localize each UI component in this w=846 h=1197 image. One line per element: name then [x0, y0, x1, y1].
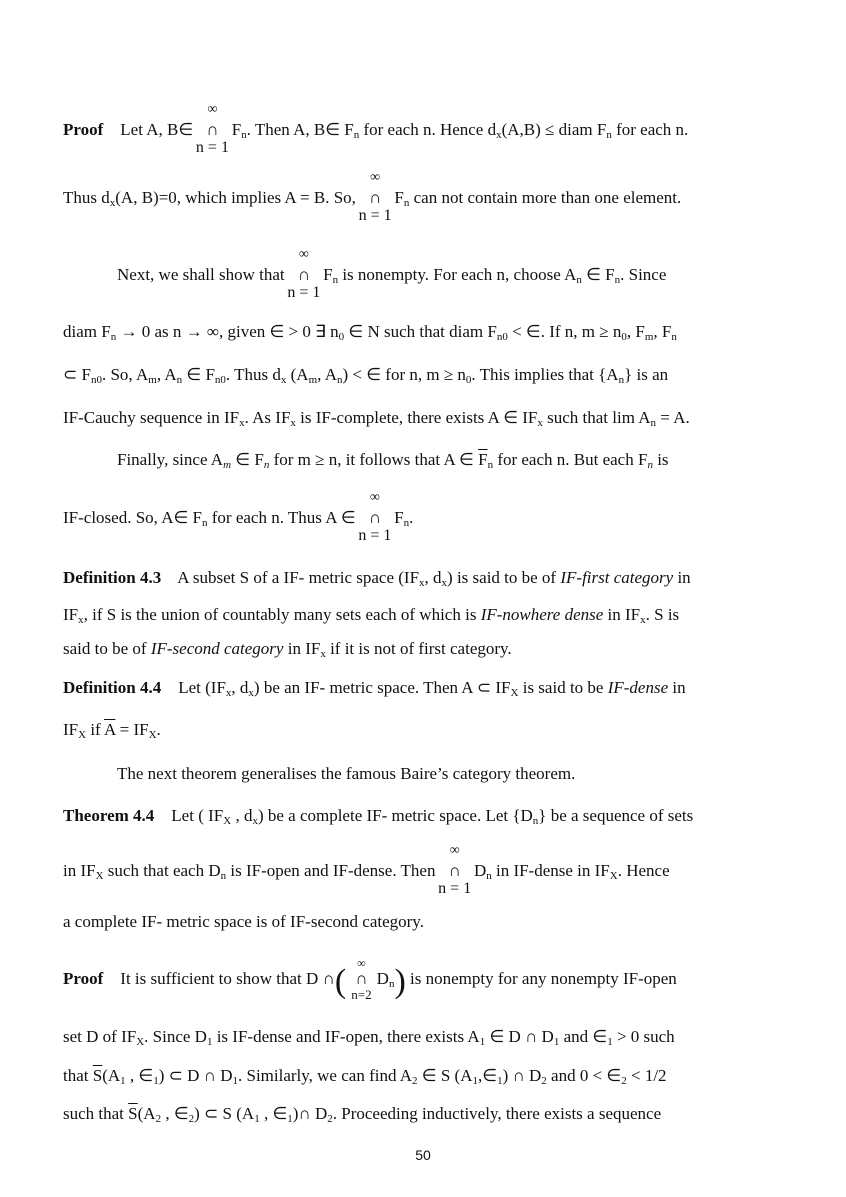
proof-label: Proof — [63, 969, 104, 988]
proof1-line8: IF-closed. So, A∈ $F_n$ for each n. Thus A ∈ ∞ ∩ n = 1 $F_n$. — [63, 490, 414, 544]
proof1-line5: ⊂ $F_{n0}$. So, $A_m$, $A_n$ ∈ $F_{n0}$. Thus $d_x$ ($A_m$, $A_n$) < ∈ for n, $m \ge n_0$. This implies that $\{A_n\}$ is an — [63, 365, 669, 386]
intersection-operator: ∞ ∩ n = 1 — [358, 490, 392, 544]
intersection-operator: ∞ ∩ n = 1 — [287, 247, 321, 301]
def43-line1: Definition 4.3 A subset S of a IF- metric space ($IF_x$, $d_x$) is said to be of IF-first category in — [63, 568, 691, 589]
proof1-line3: Next, we shall show that ∞ ∩ n = 1 $F_n$ is nonempty. For each n, choose $A_n$ ∈ $F_n$. Since — [117, 247, 667, 301]
page-number: 50 — [415, 1147, 431, 1163]
proof1-line7: Finally, since $A_m$ ∈ $F_n$ for m ≥ n, it follows that A ∈ $\overline{F}_n$ for each n. But each $F_n$ is — [117, 450, 669, 471]
proof2-line1: Proof It is sufficient to show that D ∩( ∞ ∩ n=2 $D_n$) is nonempty for any nonempty IF-open — [63, 956, 677, 1002]
def44-line2: $IF_X$ if $\overline{A} = IF_X$. — [63, 720, 161, 741]
def43-line2: $IF_x$, if S is the union of countably many sets each of which is IF-nowhere dense in $IF_x$. S is — [63, 605, 680, 626]
intersection-operator: ∞ ∩ n = 1 — [438, 843, 472, 897]
proof2-line4: such that $\overline{S}(A_2$ , $\in_2$) ⊂ S ($A_1$ , $\in_1)\cap$ $D_2$. Proceeding inductively, there exists a sequence — [63, 1104, 662, 1125]
thm44-line2: in $IF_X$ such that each $D_n$ is IF-open and IF-dense. Then ∞ ∩ n = 1 $D_n$ in IF-dense in $IF_X$. Hence — [63, 843, 670, 897]
definition-label: Definition 4.4 — [63, 678, 162, 697]
intersection-operator: ∞ ∩ n = 1 — [358, 170, 392, 224]
intersection-operator: ∞ ∩ n=2 — [351, 956, 372, 1002]
proof1-line6: IF-Cauchy sequence in $IF_x$. As $IF_x$ is IF-complete, there exists A ∈ $IF_x$ such that $\lim A_n = A$. — [63, 408, 690, 429]
definition-label: Definition 4.3 — [63, 568, 162, 587]
thm44-line1: Theorem 4.4 Let ( $IF_X$ , $d_x$) be a complete IF- metric space. Let $\{D_n\}$ be a sequence of sets — [63, 806, 694, 827]
thm44-line3: a complete IF- metric space is of IF-second category. — [63, 912, 424, 931]
proof1-line1: Proof Let A, B∈ ∞ ∩ n = 1 $F_n$. Then A, B∈ $F_n$ for each n. Hence $d_x(A,B)$ ≤ diam $F_n$ for each n. — [63, 102, 689, 156]
theorem-intro: The next theorem generalises the famous Baire’s category theorem. — [117, 764, 576, 783]
theorem-label: Theorem 4.4 — [63, 806, 155, 825]
proof1-line2: Thus $d_x(A$, B)=0, which implies A = B. So, ∞ ∩ n = 1 $F_n$ can not contain more than one element. — [63, 170, 682, 224]
intersection-operator: ∞ ∩ n = 1 — [195, 102, 229, 156]
proof-label: Proof — [63, 120, 104, 139]
proof2-line2: set D of $IF_X$. Since $D_1$ is IF-dense and IF-open, there exists $A_1$ ∈ D ∩ $D_1$ and $\in_1 > 0$ such — [63, 1027, 675, 1048]
def43-line3: said to be of IF-second category in $IF_x$ if it is not of first category. — [63, 639, 512, 660]
proof2-line3: that $\overline{S}(A_1$ , $\in_1$) ⊂ D ∩ $D_1$. Similarly, we can find $A_2$ ∈ S $(A_1,\in_1)$ ∩ $D_2$ and $0 < \in_2 < 1/2$ — [63, 1066, 667, 1087]
def44-line1: Definition 4.4 Let ($IF_x$, $d_x$) be an IF- metric space. Then A ⊂ $IF_X$ is said to be IF-dense in — [63, 678, 686, 699]
proof1-line4: diam $F_n \to 0$ as n → ∞, given ∈ > 0 ∃ $n_0$ ∈ N such that diam $F_{n0}$ < ∈. If n, $m \ge n_0$, $F_m$, $F_n$ — [63, 322, 677, 343]
